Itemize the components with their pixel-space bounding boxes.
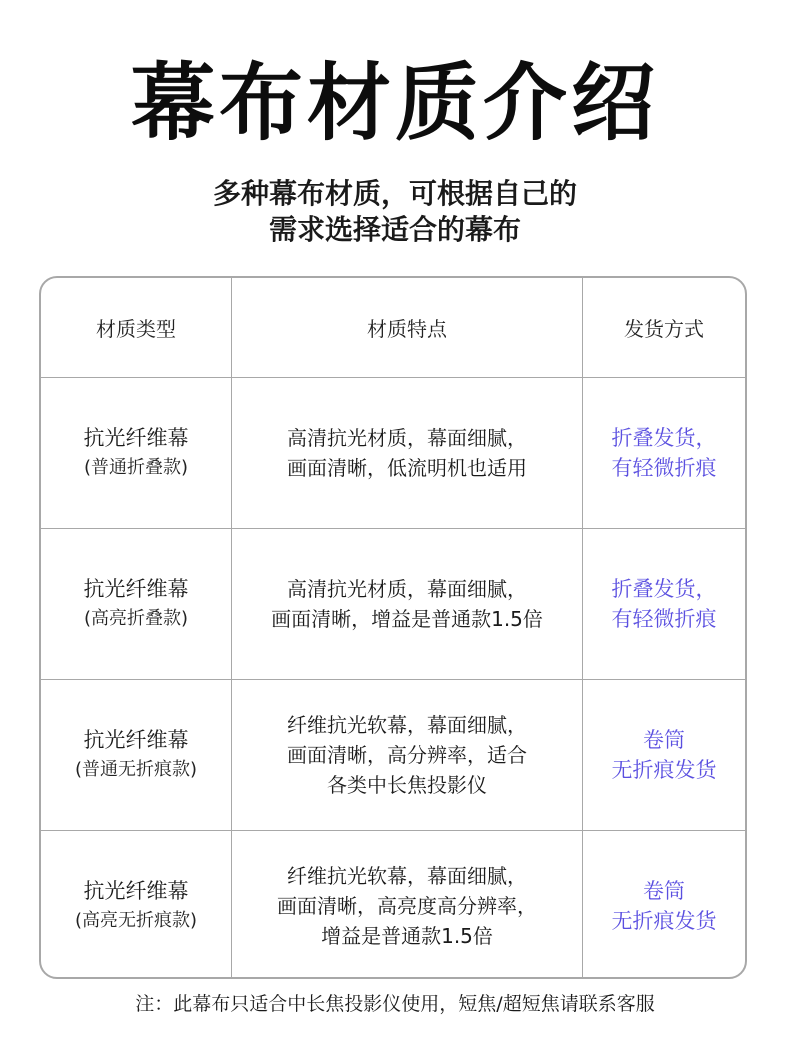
material-features-cell — [232, 680, 583, 831]
footer-note: 注：此幕布只适合中长焦投影仪使用，短焦/超短焦请联系客服 — [135, 993, 655, 1015]
material-type-cell — [41, 529, 232, 680]
subtitle-line-1: 多种幕布材质，可根据自己的 — [212, 177, 577, 210]
table-row — [41, 831, 745, 980]
shipping-cell — [583, 680, 746, 831]
feature-line: 画面清晰，低流明机也适用 — [287, 456, 527, 480]
material-type-name: 抗光纤维幕 — [83, 426, 189, 450]
material-type-variant: (高亮无折痕款) — [74, 910, 198, 932]
header-material-features: 材质特点 — [232, 278, 583, 378]
shipping-line: 有轻微折痕 — [611, 456, 717, 480]
material-type-cell — [41, 378, 232, 529]
subtitle-line-2: 需求选择适合的幕布 — [268, 213, 521, 246]
material-features-cell — [232, 378, 583, 529]
table-row — [41, 378, 745, 529]
header-shipping-method: 发货方式 — [583, 278, 746, 378]
table-row — [41, 529, 745, 680]
material-table-grid — [41, 278, 745, 979]
shipping-line: 折叠发货， — [611, 426, 717, 450]
table-header-row — [41, 278, 745, 378]
shipping-cell — [583, 378, 746, 529]
feature-line: 各类中长焦投影仪 — [327, 773, 487, 797]
feature-line: 画面清晰，增益是普通款1.5倍 — [271, 607, 543, 631]
material-table — [39, 276, 747, 979]
shipping-cell — [583, 529, 746, 680]
material-type-cell — [41, 680, 232, 831]
shipping-line: 卷筒 — [643, 728, 685, 752]
shipping-line: 折叠发货， — [611, 577, 717, 601]
material-type-name: 抗光纤维幕 — [83, 879, 189, 904]
material-features-cell — [232, 529, 583, 680]
shipping-cell — [583, 831, 746, 980]
shipping-line: 无折痕发货 — [611, 909, 717, 934]
material-type-variant: (高亮折叠款) — [83, 608, 189, 629]
shipping-line: 有轻微折痕 — [611, 607, 717, 631]
subtitle — [0, 176, 790, 248]
page-title: 幕布材质介绍 — [130, 54, 659, 152]
material-features-cell — [232, 831, 583, 980]
material-type-variant: (普通无折痕款) — [74, 759, 198, 780]
feature-line: 高清抗光材质，幕面细腻， — [287, 426, 527, 450]
material-type-name: 抗光纤维幕 — [83, 577, 189, 601]
feature-line: 高清抗光材质，幕面细腻， — [287, 577, 527, 601]
feature-line: 纤维抗光软幕，幕面细腻， — [287, 864, 527, 889]
shipping-line: 无折痕发货 — [611, 758, 717, 782]
material-type-variant: (普通折叠款) — [83, 457, 189, 478]
material-type-name: 抗光纤维幕 — [83, 728, 189, 752]
shipping-line: 卷筒 — [643, 879, 685, 904]
header-material-type: 材质类型 — [41, 278, 232, 378]
feature-line: 增益是普通款1.5倍 — [321, 924, 493, 949]
material-type-cell — [41, 831, 232, 980]
feature-line: 画面清晰，高分辨率，适合 — [287, 743, 527, 767]
table-row — [41, 680, 745, 831]
feature-line: 画面清晰，高亮度高分辨率， — [277, 894, 537, 919]
feature-line: 纤维抗光软幕，幕面细腻， — [287, 713, 527, 737]
